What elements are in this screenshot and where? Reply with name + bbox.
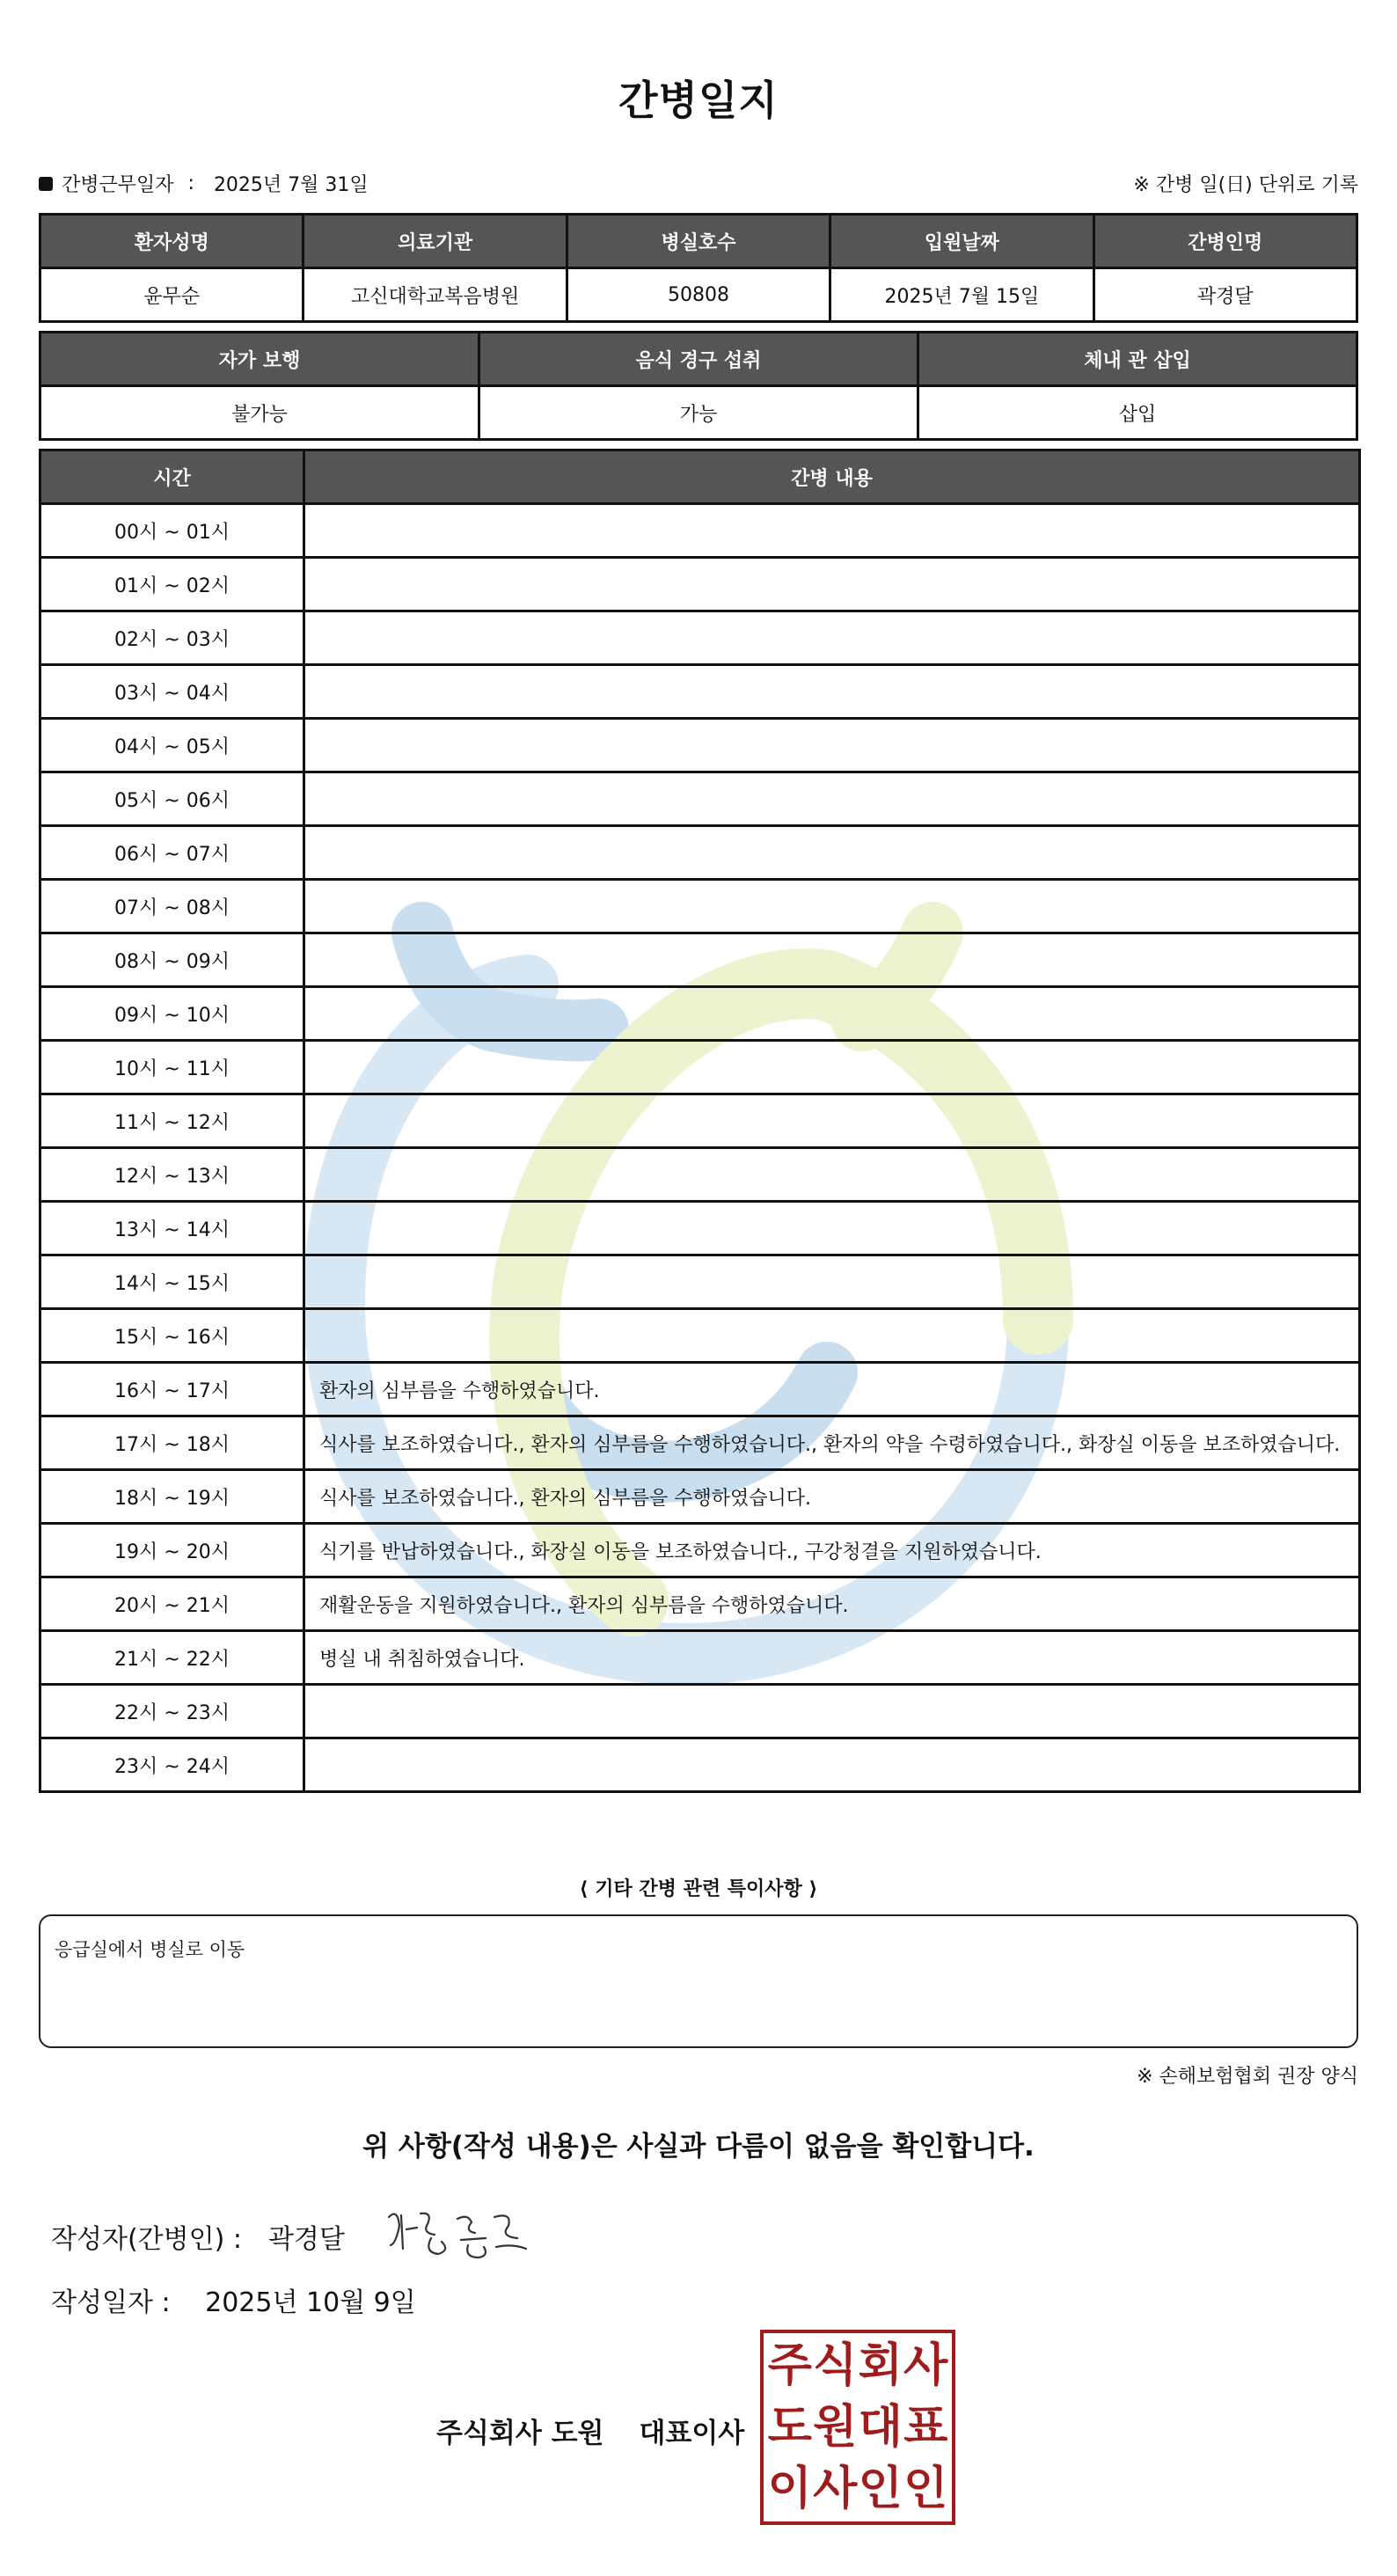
log-content (304, 1738, 1360, 1792)
log-content (304, 1202, 1360, 1255)
table-row (40, 1309, 1360, 1363)
log-content: 재활운동을 지원하였습니다., 환자의 심부름을 수행하였습니다. (304, 1577, 1360, 1631)
table-row (40, 826, 1360, 880)
seal-char: 인 (858, 2463, 903, 2515)
seal-char: 사 (813, 2463, 858, 2515)
work-date-separator: : (187, 172, 194, 194)
table-header-row (40, 333, 1357, 386)
log-time: 11시 ~ 12시 (40, 1094, 304, 1148)
bullet-square-icon (39, 177, 53, 191)
log-content (304, 1309, 1360, 1363)
log-time: 18시 ~ 19시 (40, 1470, 304, 1524)
table-row (40, 1470, 1360, 1524)
log-time: 19시 ~ 20시 (40, 1524, 304, 1577)
log-content (304, 1041, 1360, 1094)
log-time: 14시 ~ 15시 (40, 1255, 304, 1309)
work-date-label: 간병근무일자 (62, 174, 174, 196)
log-time: 13시 ~ 14시 (40, 1202, 304, 1255)
table-row (40, 772, 1360, 826)
log-content (304, 987, 1360, 1041)
writer-label: 작성자(간병인) : (51, 2224, 242, 2255)
table-row (40, 1148, 1360, 1202)
seal-char: 식 (813, 2339, 858, 2392)
company-line (436, 2411, 744, 2450)
log-content (304, 880, 1360, 933)
writer-line (51, 2217, 345, 2256)
company-seal-stamp (760, 2330, 955, 2525)
admission-date: 2025년 7월 15일 (830, 268, 1093, 322)
seal-char: 대 (858, 2401, 903, 2454)
unit-note: ※ 간병 일(日) 단위로 기록 (1133, 174, 1358, 196)
header-time: 시간 (40, 450, 304, 504)
log-content (304, 719, 1360, 772)
hospital-name: 고신대학교복음병원 (304, 268, 567, 322)
seal-char: 원 (813, 2401, 858, 2454)
special-notes-title: ⟨ 기타 간병 관련 특이사항 ⟩ (579, 1878, 818, 1900)
log-time: 09시 ~ 10시 (40, 987, 304, 1041)
handwritten-signature (380, 2199, 538, 2270)
table-header-row (40, 215, 1357, 268)
company-name: 주식회사 도원 (436, 2418, 604, 2449)
table-row (40, 1577, 1360, 1631)
special-notes-box: 응급실에서 병실로 이동 (39, 1914, 1358, 2048)
log-content (304, 826, 1360, 880)
log-time: 15시 ~ 16시 (40, 1309, 304, 1363)
header-caregiver: 간병인명 (1093, 215, 1357, 268)
seal-char: 인 (903, 2463, 948, 2515)
log-time: 12시 ~ 13시 (40, 1148, 304, 1202)
header-room: 병실호수 (567, 215, 830, 268)
seal-char: 도 (767, 2401, 812, 2454)
header-walking: 자가 보행 (40, 333, 479, 386)
log-time: 22시 ~ 23시 (40, 1685, 304, 1738)
log-content: 환자의 심부름을 수행하였습니다. (304, 1363, 1360, 1416)
seal-char: 사 (903, 2339, 948, 2392)
table-row (40, 386, 1357, 440)
log-content (304, 665, 1360, 719)
log-time: 00시 ~ 01시 (40, 504, 304, 558)
log-time: 10시 ~ 11시 (40, 1041, 304, 1094)
log-time: 01시 ~ 02시 (40, 558, 304, 611)
table-row (40, 504, 1360, 558)
written-date (51, 2280, 416, 2319)
table-row (40, 1363, 1360, 1416)
recommend-note: ※ 손해보험협회 권장 양식 (1137, 2066, 1358, 2088)
log-content: 식사를 보조하였습니다., 환자의 심부름을 수행하였습니다., 환자의 약을 수령하였습니다., 화장실 이동을 보조하였습니다. (304, 1416, 1360, 1470)
log-content (304, 504, 1360, 558)
log-time: 07시 ~ 08시 (40, 880, 304, 933)
room-number: 50808 (567, 268, 830, 322)
written-date-label: 작성일자 : (51, 2287, 171, 2318)
log-content (304, 772, 1360, 826)
log-content: 식기를 반납하였습니다., 화장실 이동을 보조하였습니다., 구강청결을 지원하였습니다. (304, 1524, 1360, 1577)
log-time: 21시 ~ 22시 (40, 1631, 304, 1685)
log-time: 03시 ~ 04시 (40, 665, 304, 719)
table-row (40, 611, 1360, 665)
seal-char: 주 (767, 2339, 812, 2392)
company-role: 대표이사 (639, 2418, 745, 2449)
caregiver-name: 곽경달 (1093, 268, 1357, 322)
table-row (40, 1738, 1360, 1792)
care-log-table (39, 449, 1361, 1793)
log-content (304, 558, 1360, 611)
seal-characters (767, 2335, 948, 2520)
header-hospital: 의료기관 (304, 215, 567, 268)
tube-status: 삽입 (918, 386, 1357, 440)
log-content (304, 1148, 1360, 1202)
log-time: 06시 ~ 07시 (40, 826, 304, 880)
seal-char: 회 (858, 2339, 903, 2392)
table-row (40, 880, 1360, 933)
log-content (304, 1685, 1360, 1738)
seal-char: 표 (903, 2401, 948, 2454)
oral-intake-status: 가능 (479, 386, 918, 440)
work-date-value: 2025년 7월 31일 (213, 174, 369, 196)
log-time: 08시 ~ 09시 (40, 933, 304, 987)
table-row (40, 1255, 1360, 1309)
log-time: 23시 ~ 24시 (40, 1738, 304, 1792)
log-time: 04시 ~ 05시 (40, 719, 304, 772)
patient-name: 윤무순 (40, 268, 304, 322)
header-tube: 체내 관 삽입 (918, 333, 1357, 386)
log-time: 16시 ~ 17시 (40, 1363, 304, 1416)
header-patient-name: 환자성명 (40, 215, 304, 268)
table-row (40, 1041, 1360, 1094)
table-row (40, 1202, 1360, 1255)
header-admission-date: 입원날짜 (830, 215, 1093, 268)
table-row (40, 1416, 1360, 1470)
log-content (304, 1255, 1360, 1309)
document-title: 간병일지 (618, 77, 779, 124)
seal-char: 이 (767, 2463, 812, 2515)
status-table (39, 331, 1358, 441)
table-row (40, 987, 1360, 1041)
log-content (304, 1094, 1360, 1148)
table-row (40, 268, 1357, 322)
log-content: 병실 내 취침하였습니다. (304, 1631, 1360, 1685)
confirmation-statement: 위 사항(작성 내용)은 사실과 다름이 없음을 확인합니다. (362, 2131, 1035, 2163)
header-content: 간병 내용 (304, 450, 1360, 504)
log-time: 05시 ~ 06시 (40, 772, 304, 826)
table-row (40, 933, 1360, 987)
written-date-value: 2025년 10월 9일 (205, 2287, 416, 2318)
table-row (40, 1094, 1360, 1148)
table-row (40, 719, 1360, 772)
table-row (40, 558, 1360, 611)
table-row (40, 1524, 1360, 1577)
header-oral-intake: 음식 경구 섭취 (479, 333, 918, 386)
log-time: 17시 ~ 18시 (40, 1416, 304, 1470)
table-header-row (40, 450, 1360, 504)
walking-status: 불가능 (40, 386, 479, 440)
log-time: 20시 ~ 21시 (40, 1577, 304, 1631)
patient-table (39, 213, 1358, 323)
log-time: 02시 ~ 03시 (40, 611, 304, 665)
table-row (40, 665, 1360, 719)
log-content (304, 611, 1360, 665)
table-row (40, 1631, 1360, 1685)
log-content (304, 933, 1360, 987)
writer-name: 곽경달 (267, 2224, 345, 2255)
table-row (40, 1685, 1360, 1738)
work-date (39, 170, 369, 197)
log-content: 식사를 보조하였습니다., 환자의 심부름을 수행하였습니다. (304, 1470, 1360, 1524)
